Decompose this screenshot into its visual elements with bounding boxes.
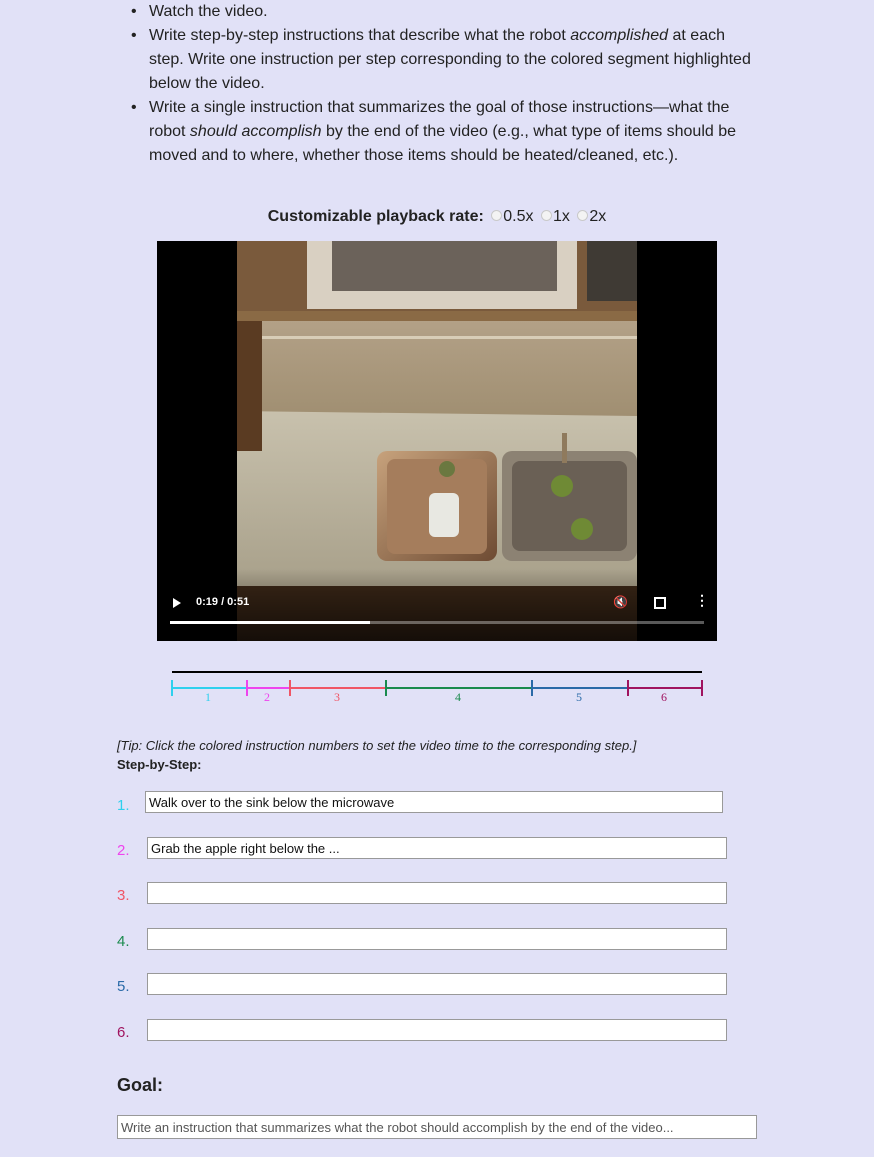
timeline-label-5: 5: [576, 690, 582, 704]
rate-label-0.5x[interactable]: 0.5x: [503, 208, 534, 225]
timeline-label-6: 6: [661, 690, 667, 704]
video-progress-bar[interactable]: [170, 621, 704, 624]
goal-title: Goal:: [117, 1075, 164, 1095]
more-options-icon[interactable]: ⋮: [695, 592, 709, 608]
timeline-label-1: 1: [205, 690, 211, 704]
timeline-label-4: 4: [455, 690, 461, 704]
step-number-2[interactable]: 2.: [117, 842, 130, 859]
step-number-4[interactable]: 4.: [117, 933, 130, 950]
rate-label-2x[interactable]: 2x: [589, 208, 607, 225]
step-input-4[interactable]: [147, 928, 727, 950]
goal-input[interactable]: [117, 1115, 757, 1139]
playback-rate-label: Customizable playback rate:: [267, 208, 484, 225]
rate-radio-1x[interactable]: [541, 210, 552, 221]
fullscreen-icon[interactable]: [654, 597, 666, 609]
step-input-5[interactable]: [147, 973, 727, 995]
playback-rate-selector: [0, 205, 874, 229]
step-input-6[interactable]: [147, 1019, 727, 1041]
rate-label-1x[interactable]: 1x: [552, 208, 570, 225]
video-player[interactable]: [157, 241, 717, 641]
step-input-3[interactable]: [147, 882, 727, 904]
step-number-6[interactable]: 6.: [117, 1024, 130, 1041]
step-number-3[interactable]: 3.: [117, 887, 130, 904]
tip-text: [Tip: Click the colored instruction numbers to set the video time to the corresponding step.]: [117, 738, 637, 753]
step-timeline: [170, 668, 706, 708]
timeline-label-3: 3: [334, 690, 340, 704]
video-progress-fill: [170, 621, 370, 624]
rate-radio-0.5x[interactable]: [491, 210, 502, 221]
timeline-label-2: 2: [264, 690, 270, 704]
video-time: 0:19 / 0:51: [196, 596, 250, 608]
play-icon[interactable]: [173, 598, 181, 608]
step-by-step-title: Step-by-Step:: [117, 757, 202, 772]
instruction-item: • Write a single instruction that summarizes the goal of those instructions—what the robot should accomplish by the end of the video (e.g., what type of items should be moved and to where, whether those items should be heated/cleaned, etc.).: [149, 96, 754, 168]
step-input-1[interactable]: [145, 791, 723, 813]
step-number-1[interactable]: 1.: [117, 797, 130, 814]
step-input-2[interactable]: [147, 837, 727, 859]
rate-radio-2x[interactable]: [577, 210, 588, 221]
instruction-item: • Watch the video.: [149, 0, 754, 24]
step-number-5[interactable]: 5.: [117, 978, 130, 995]
instruction-item: • Write step-by-step instructions that describe what the robot accomplished at each step. Write one instruction per step corresponding to the colored segment highlighted below the video.: [149, 24, 754, 96]
mute-icon[interactable]: 🔇: [613, 595, 628, 609]
video-controls: [157, 569, 717, 641]
